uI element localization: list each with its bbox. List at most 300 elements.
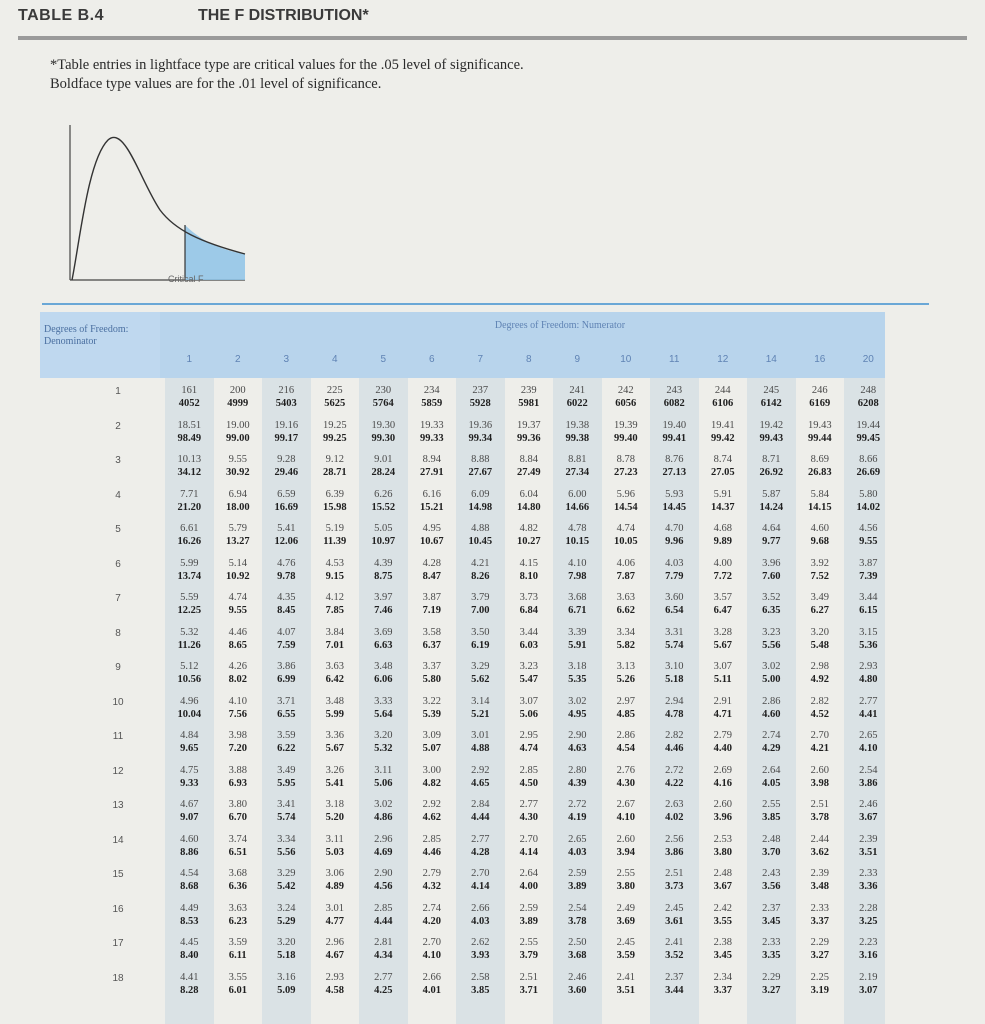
critical-value-01: 4.19 — [568, 812, 587, 823]
critical-value-01: 3.51 — [616, 984, 635, 996]
critical-value-05: 19.37 — [516, 419, 541, 431]
table-cell — [554, 867, 600, 893]
critical-value-01: 5.95 — [277, 777, 296, 789]
critical-value-01: 4052 — [178, 398, 200, 409]
critical-value-01: 7.98 — [568, 570, 587, 582]
critical-value-05: 5.05 — [374, 523, 393, 534]
critical-value-05: 4.28 — [422, 557, 441, 569]
critical-value-05: 4.03 — [665, 557, 684, 569]
note-05: *Table entries in lightface type are critical values for the .05 level of significance. — [50, 57, 524, 73]
critical-value-05: 2.54 — [568, 902, 587, 914]
critical-value-01: 6.03 — [519, 639, 538, 651]
critical-value-01: 3.94 — [616, 846, 635, 858]
critical-value-01: 27.13 — [662, 467, 687, 478]
critical-value-05: 2.80 — [568, 764, 587, 776]
critical-value-05: 5.32 — [180, 626, 199, 638]
critical-value-05: 200 — [229, 385, 246, 396]
table-cell — [409, 695, 455, 721]
critical-value-01: 3.73 — [665, 881, 684, 892]
table-cell — [263, 867, 309, 893]
critical-value-01: 6169 — [809, 398, 831, 409]
table-cell — [554, 522, 600, 548]
table-cell — [845, 557, 885, 583]
critical-value-01: 14.98 — [468, 501, 493, 513]
table-cell — [700, 867, 746, 893]
table-cell — [845, 936, 885, 962]
table-cell — [651, 522, 697, 548]
critical-value-05: 230 — [375, 385, 392, 396]
critical-value-01: 7.20 — [228, 743, 247, 754]
critical-value-01: 5.07 — [422, 743, 441, 754]
critical-value-01: 3.60 — [568, 984, 587, 996]
critical-value-01: 5.36 — [859, 639, 878, 651]
critical-value-01: 4.14 — [519, 846, 538, 858]
table-cell — [360, 971, 406, 997]
table-cell — [215, 557, 261, 583]
table-cell — [166, 453, 212, 479]
critical-value-01: 4.14 — [471, 881, 490, 892]
critical-value-01: 9.77 — [762, 536, 781, 547]
critical-value-01: 5.09 — [277, 984, 296, 996]
table-cell — [845, 764, 885, 790]
table-cell — [651, 867, 697, 893]
critical-value-05: 3.23 — [519, 661, 538, 672]
critical-value-01: 6.27 — [810, 605, 829, 616]
critical-value-05: 2.60 — [713, 799, 732, 810]
critical-value-01: 12.06 — [274, 536, 299, 547]
critical-value-05: 9.12 — [325, 454, 344, 465]
table-cell — [845, 695, 885, 721]
table-cell — [603, 729, 649, 755]
critical-value-01: 3.37 — [810, 915, 829, 927]
critical-value-01: 4.25 — [374, 984, 393, 996]
critical-value-01: 4.82 — [422, 777, 441, 789]
denominator-header — [40, 312, 160, 378]
critical-value-01: 6.93 — [228, 777, 247, 789]
table-cell — [506, 833, 552, 859]
critical-value-01: 12.25 — [177, 605, 202, 616]
critical-value-01: 3.35 — [762, 950, 781, 961]
table-cell — [845, 488, 885, 514]
critical-value-05: 2.29 — [762, 971, 781, 983]
critical-value-01: 4.44 — [374, 915, 393, 927]
f-distribution-curve-figure — [50, 120, 250, 300]
table-cell — [748, 729, 794, 755]
critical-value-01: 4.34 — [374, 950, 393, 961]
table-cell — [166, 384, 212, 410]
critical-value-01: 4.65 — [471, 777, 490, 789]
critical-value-01: 8.65 — [228, 639, 247, 651]
table-cell — [360, 902, 406, 928]
table-cell — [748, 488, 794, 514]
table-cell — [506, 729, 552, 755]
critical-value-05: 2.62 — [471, 937, 490, 948]
critical-value-05: 2.98 — [810, 661, 829, 672]
critical-value-01: 8.68 — [180, 881, 199, 892]
table-cell — [845, 902, 885, 928]
critical-value-01: 6106 — [712, 398, 734, 409]
critical-value-05: 2.66 — [471, 902, 490, 914]
critical-value-05: 3.22 — [422, 695, 441, 707]
critical-value-01: 4.80 — [859, 674, 878, 685]
critical-value-01: 27.91 — [419, 467, 444, 478]
critical-value-05: 3.48 — [325, 695, 344, 707]
critical-value-01: 26.92 — [759, 467, 784, 478]
critical-value-05: 225 — [326, 385, 343, 396]
row-number: 12 — [112, 765, 124, 777]
critical-value-05: 9.55 — [228, 454, 247, 465]
critical-value-01: 99.25 — [322, 432, 347, 444]
table-cell — [215, 522, 261, 548]
critical-value-01: 4.62 — [422, 812, 441, 823]
table-cell — [263, 419, 309, 445]
critical-value-05: 8.69 — [810, 454, 829, 465]
critical-value-01: 7.56 — [228, 708, 247, 720]
table-cell — [312, 626, 358, 652]
table-cell — [263, 798, 309, 824]
critical-value-01: 5.32 — [374, 743, 393, 754]
table-cell — [603, 798, 649, 824]
table-cell — [700, 557, 746, 583]
critical-value-01: 14.37 — [710, 501, 735, 513]
critical-value-01: 5.11 — [713, 674, 732, 685]
critical-value-01: 6022 — [566, 398, 588, 409]
critical-value-05: 3.71 — [277, 695, 296, 707]
critical-value-01: 4.01 — [422, 984, 441, 996]
critical-value-05: 2.85 — [374, 902, 393, 914]
critical-value-05: 2.93 — [859, 661, 878, 672]
critical-value-05: 3.68 — [568, 592, 587, 603]
table-cell — [263, 902, 309, 928]
critical-value-05: 6.09 — [471, 488, 490, 500]
table-cell — [457, 626, 503, 652]
critical-value-05: 216 — [278, 385, 295, 396]
critical-value-01: 27.05 — [710, 467, 735, 478]
critical-value-05: 3.34 — [616, 626, 635, 638]
critical-value-01: 34.12 — [177, 467, 202, 478]
table-cell — [506, 626, 552, 652]
table-cell — [554, 626, 600, 652]
critical-value-01: 99.43 — [759, 432, 784, 444]
critical-value-01: 6.71 — [568, 605, 587, 616]
table-cell — [215, 419, 261, 445]
critical-value-05: 3.20 — [810, 626, 829, 638]
column-number: 8 — [525, 354, 532, 365]
table-cell — [603, 384, 649, 410]
column-number: 11 — [669, 354, 680, 365]
table-cell — [360, 488, 406, 514]
critical-value-05: 3.48 — [374, 661, 393, 672]
table-cell — [845, 453, 885, 479]
critical-value-05: 3.02 — [762, 661, 781, 672]
table-cell — [312, 453, 358, 479]
table-cell — [312, 764, 358, 790]
table-cell — [554, 695, 600, 721]
table-cell — [263, 453, 309, 479]
table-cell — [748, 522, 794, 548]
critical-value-01: 5.18 — [665, 674, 684, 685]
table-cell — [700, 971, 746, 997]
critical-value-01: 6.99 — [277, 674, 296, 685]
table-cell — [845, 591, 885, 617]
table-cell — [845, 660, 885, 686]
numerator-header: Degrees of Freedom: Numerator — [494, 320, 626, 331]
table-cell — [263, 488, 309, 514]
critical-value-05: 4.82 — [519, 523, 538, 534]
critical-value-05: 246 — [811, 385, 828, 396]
critical-value-05: 3.00 — [422, 764, 441, 776]
table-cell — [700, 384, 746, 410]
table-cell — [263, 591, 309, 617]
table-cell — [700, 729, 746, 755]
critical-value-05: 19.36 — [468, 419, 493, 431]
critical-value-01: 5.99 — [325, 708, 344, 720]
critical-value-05: 2.45 — [665, 902, 684, 914]
table-cell — [409, 902, 455, 928]
critical-value-05: 2.59 — [519, 902, 538, 914]
critical-value-01: 10.05 — [613, 536, 638, 547]
table-cell — [797, 764, 843, 790]
table-cell — [409, 971, 455, 997]
critical-value-05: 4.95 — [422, 523, 441, 534]
critical-value-05: 2.92 — [422, 799, 441, 810]
critical-value-05: 2.60 — [810, 764, 829, 776]
critical-value-05: 239 — [520, 385, 537, 396]
critical-value-05: 3.28 — [713, 626, 732, 638]
table-cell — [603, 626, 649, 652]
column-number: 2 — [234, 354, 241, 365]
critical-value-01: 5.03 — [325, 846, 344, 858]
critical-value-05: 4.67 — [180, 799, 199, 810]
table-cell — [700, 419, 746, 445]
table-cell — [263, 764, 309, 790]
critical-value-01: 9.07 — [180, 812, 199, 823]
column-number: 4 — [331, 354, 338, 365]
critical-value-01: 6056 — [615, 398, 637, 409]
critical-value-05: 8.71 — [762, 454, 781, 465]
table-cell — [215, 798, 261, 824]
critical-value-05: 2.55 — [762, 799, 781, 810]
critical-value-05: 4.45 — [180, 937, 199, 948]
table-cell — [312, 384, 358, 410]
table-cell — [312, 522, 358, 548]
critical-value-05: 4.64 — [762, 523, 781, 534]
critical-value-05: 2.70 — [810, 730, 829, 741]
critical-value-05: 4.96 — [180, 695, 199, 707]
critical-value-05: 8.84 — [519, 454, 538, 465]
critical-value-05: 2.46 — [859, 799, 878, 810]
table-cell — [409, 488, 455, 514]
table-cell — [166, 419, 212, 445]
row-number: 5 — [115, 524, 121, 535]
table-cell — [263, 522, 309, 548]
critical-value-01: 5403 — [275, 398, 297, 409]
critical-value-01: 4.74 — [519, 743, 538, 754]
table-cell — [166, 695, 212, 721]
critical-value-05: 2.45 — [616, 937, 635, 948]
critical-value-01: 5859 — [421, 398, 443, 409]
table-cell — [603, 488, 649, 514]
critical-value-05: 5.99 — [180, 557, 199, 569]
critical-value-05: 4.84 — [180, 730, 199, 741]
critical-value-05: 4.07 — [277, 626, 296, 638]
critical-value-05: 5.96 — [616, 488, 635, 500]
table-cell — [603, 867, 649, 893]
table-cell — [409, 384, 455, 410]
critical-value-01: 3.70 — [762, 846, 781, 858]
critical-value-05: 4.78 — [568, 523, 587, 534]
critical-value-05: 8.74 — [713, 454, 732, 465]
table-cell — [457, 902, 503, 928]
table-cell — [748, 867, 794, 893]
critical-value-01: 9.55 — [228, 605, 247, 616]
critical-value-01: 6208 — [857, 398, 879, 409]
critical-value-05: 2.70 — [519, 833, 538, 845]
table-cell — [554, 453, 600, 479]
critical-value-01: 5.41 — [325, 777, 344, 789]
table-cell — [215, 453, 261, 479]
critical-value-01: 99.34 — [468, 432, 493, 444]
table-cell — [845, 384, 885, 410]
critical-value-05: 6.26 — [374, 488, 393, 500]
critical-value-01: 5.06 — [519, 708, 538, 720]
table-cell — [215, 384, 261, 410]
critical-value-01: 6.54 — [665, 605, 684, 616]
critical-value-01: 5.82 — [616, 639, 635, 651]
critical-value-01: 5.42 — [277, 881, 296, 892]
critical-value-01: 6.01 — [228, 984, 247, 996]
table-cell — [797, 971, 843, 997]
critical-value-01: 99.30 — [371, 432, 396, 444]
critical-value-05: 7.71 — [180, 488, 199, 500]
critical-value-01: 5.67 — [713, 639, 732, 651]
critical-value-05: 3.59 — [277, 730, 296, 741]
critical-value-01: 27.34 — [565, 467, 590, 478]
critical-value-01: 5.06 — [374, 777, 393, 789]
table-cell — [603, 695, 649, 721]
table-cell — [312, 660, 358, 686]
critical-value-05: 4.21 — [471, 557, 490, 569]
critical-value-01: 15.98 — [322, 501, 347, 513]
critical-value-01: 6.15 — [859, 605, 878, 616]
critical-value-05: 4.06 — [616, 557, 635, 569]
critical-value-01: 4.44 — [471, 812, 490, 823]
table-cell — [506, 867, 552, 893]
critical-value-01: 3.85 — [471, 984, 490, 996]
critical-value-05: 4.10 — [228, 695, 247, 707]
table-cell — [360, 833, 406, 859]
table-cell — [797, 936, 843, 962]
critical-value-01: 8.26 — [471, 570, 490, 582]
critical-value-05: 3.58 — [422, 626, 441, 638]
table-cell — [312, 833, 358, 859]
table-cell — [166, 557, 212, 583]
critical-value-05: 2.34 — [713, 971, 732, 983]
critical-value-05: 5.84 — [810, 488, 829, 500]
table-cell — [360, 384, 406, 410]
critical-value-05: 2.77 — [519, 799, 538, 810]
critical-value-01: 27.67 — [468, 467, 493, 478]
critical-value-05: 3.49 — [277, 764, 296, 776]
critical-value-05: 2.70 — [422, 937, 441, 948]
row-number: 11 — [112, 731, 124, 742]
critical-value-05: 161 — [181, 385, 198, 396]
critical-region-shade — [185, 225, 245, 280]
table-cell — [700, 902, 746, 928]
critical-value-05: 19.33 — [419, 419, 444, 431]
critical-value-05: 2.33 — [810, 902, 829, 914]
table-cell — [312, 729, 358, 755]
critical-value-01: 3.67 — [859, 812, 878, 823]
critical-value-01: 4.03 — [568, 846, 587, 858]
critical-value-05: 3.98 — [228, 730, 247, 741]
critical-value-05: 19.30 — [371, 419, 396, 431]
critical-value-05: 4.54 — [180, 868, 199, 879]
table-cell — [360, 522, 406, 548]
table-cell — [651, 833, 697, 859]
table-cell — [457, 971, 503, 997]
table-cell — [603, 419, 649, 445]
table-cell — [554, 660, 600, 686]
critical-value-01: 13.74 — [177, 570, 202, 582]
table-cell — [312, 902, 358, 928]
row-number: 1 — [115, 386, 121, 397]
table-cell — [409, 522, 455, 548]
table-cell — [263, 557, 309, 583]
table-cell — [457, 729, 503, 755]
critical-value-01: 3.80 — [713, 846, 732, 858]
critical-value-01: 4.77 — [325, 915, 344, 927]
critical-value-05: 2.77 — [859, 695, 878, 707]
row-number: 4 — [115, 489, 121, 501]
critical-value-01: 5.26 — [616, 674, 635, 685]
table-cell — [360, 626, 406, 652]
critical-value-01: 26.69 — [856, 467, 881, 478]
critical-value-05: 2.91 — [713, 695, 732, 707]
table-cell — [748, 384, 794, 410]
critical-value-05: 3.29 — [471, 661, 490, 672]
table-cell — [554, 833, 600, 859]
critical-value-05: 3.41 — [277, 799, 296, 810]
critical-value-05: 6.61 — [180, 523, 199, 534]
table-cell — [651, 764, 697, 790]
table-cell — [603, 833, 649, 859]
critical-value-01: 5.39 — [422, 708, 441, 720]
critical-value-01: 99.36 — [516, 432, 541, 444]
table-cell — [797, 419, 843, 445]
critical-value-05: 4.60 — [810, 523, 829, 534]
table-cell — [506, 591, 552, 617]
critical-value-05: 4.60 — [180, 833, 199, 845]
critical-value-05: 3.36 — [325, 730, 344, 741]
table-cell — [312, 557, 358, 583]
table-cell — [506, 522, 552, 548]
critical-value-05: 2.65 — [568, 833, 587, 845]
column-number: 14 — [765, 354, 777, 365]
critical-value-05: 9.28 — [277, 454, 296, 465]
critical-value-01: 4.69 — [374, 846, 393, 858]
critical-value-01: 14.15 — [807, 501, 832, 513]
critical-value-01: 7.01 — [325, 639, 344, 651]
table-cell — [603, 522, 649, 548]
table-label: TABLE B.4 — [18, 7, 104, 24]
critical-value-05: 2.64 — [762, 764, 781, 776]
table-cell — [797, 591, 843, 617]
critical-value-01: 5.35 — [568, 674, 587, 685]
critical-value-01: 99.17 — [274, 432, 299, 444]
critical-value-01: 5.67 — [325, 743, 344, 754]
critical-value-01: 4.20 — [422, 915, 441, 927]
